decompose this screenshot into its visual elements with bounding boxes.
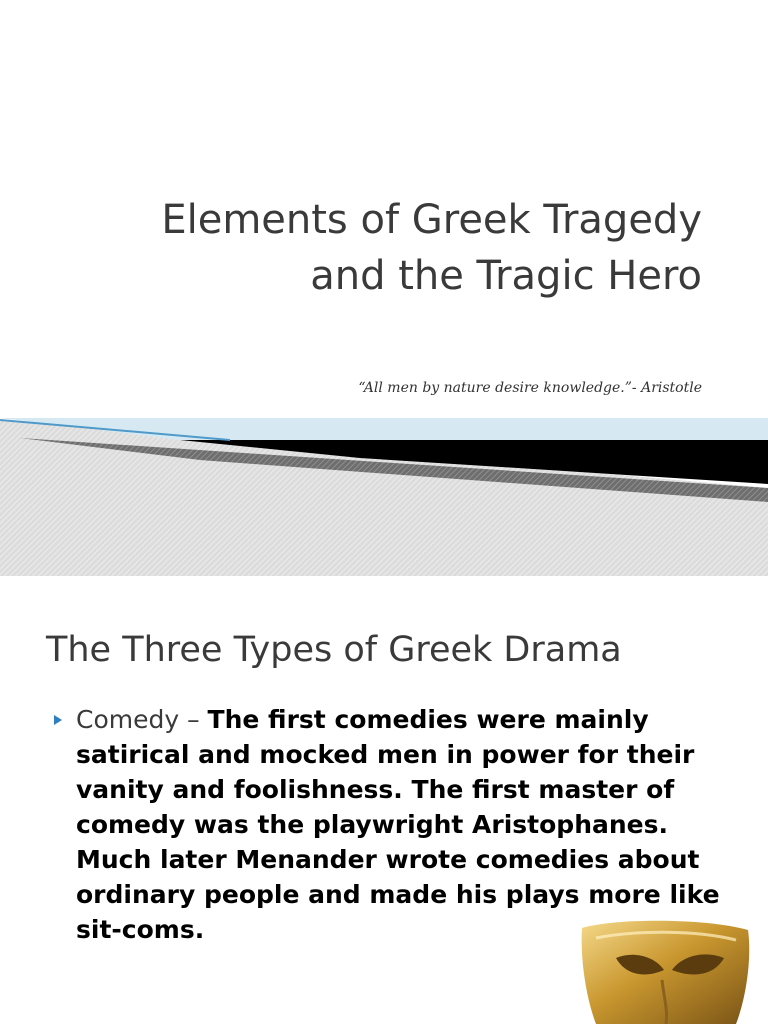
bullet-text (58, 702, 738, 947)
gold-theater-mask-icon (576, 918, 756, 1024)
bullet-description: The first comedies were mainly satirical and mocked men in power for their vanity and foolishness. The first master of comedy was the playwright Aristophanes. Much later Menander wrote comedies about ordinary people and made his plays more like sit-coms. (76, 705, 720, 944)
slide-title (42, 192, 702, 304)
decorative-stripe-graphic (0, 410, 768, 576)
content-slide-title: The Three Types of Greek Drama (46, 630, 622, 670)
bullet-term: Comedy – (76, 705, 208, 734)
aristotle-quote: “All men by nature desire knowledge.”- Aristotle (358, 380, 702, 396)
comedy-bullet (58, 702, 738, 947)
slide-title-line-1: Elements of Greek Tragedy (161, 197, 702, 243)
triangle-bullet-icon (54, 715, 62, 725)
content-slide (0, 576, 768, 1024)
slide-title-line-2: and the Tragic Hero (310, 253, 702, 299)
